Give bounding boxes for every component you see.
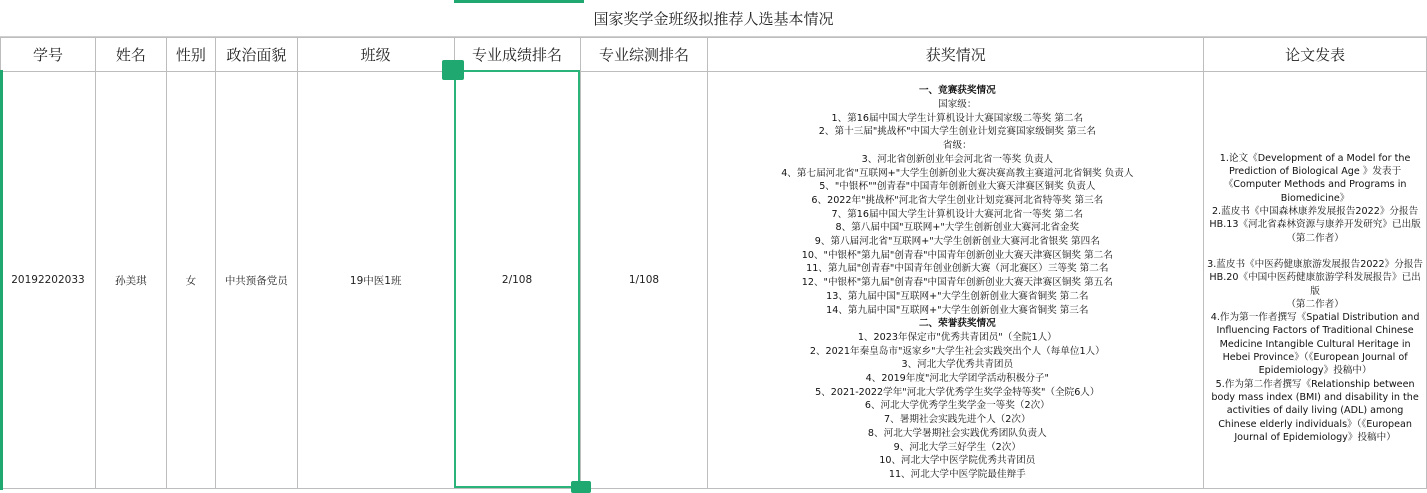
paper-item: 1.论文《Development of a Model for the Prediction of Biological Age 》发表于《Computer Methods and Programs in Biomedicine》	[1219, 152, 1411, 204]
award-item: 11、河北大学中医学院最佳辩手	[888, 468, 1026, 480]
award-item: 8、河北大学暑期社会实践优秀团队负责人	[867, 427, 1047, 439]
award-item: 2、第十三届"挑战杯"中国大学生创业计划竞赛国家级铜奖 第三名	[818, 126, 1096, 138]
awards-section-heading: 一、竞赛获奖情况	[918, 85, 996, 97]
award-item: 9、河北大学三好学生（2次）	[893, 441, 1021, 453]
award-item: 10、河北大学中医学院优秀共青团员	[879, 455, 1036, 467]
paper-item: 2.蓝皮书《中国森林康养发展报告2022》分报告HB.13《河北省森林资源与康养开发研究》已出版	[1209, 206, 1421, 231]
cell-student-id[interactable]: 20192202033	[1, 72, 96, 489]
award-item: 4、2019年度"河北大学团学活动积极分子"	[865, 373, 1049, 385]
header-gender[interactable]: 性别	[166, 38, 215, 72]
cell-comprehensive-rank[interactable]: 1/108	[580, 72, 708, 489]
award-item: 4、第七届河北省"互联网+"大学生创新创业大赛决赛高教主赛道河北省铜奖 负责人	[781, 167, 1134, 179]
paper-item: 5.作为第二作者撰写《Relationship between body mass index (BMI) and disability in the activities of daily living (ADL) among Chinese elderly individuals》（《European Journal of Epidemiology》投稿中）	[1211, 378, 1419, 443]
awards-section-heading: 二、荣誉获奖情况	[918, 318, 996, 330]
award-item: 1、2023年保定市"优秀共青团员"（全院1人）	[857, 331, 1057, 343]
award-item: 6、2022年"挑战杯"河北省大学生创业计划竞赛河北省特等奖 第三名	[811, 194, 1104, 206]
papers-list	[1204, 116, 1426, 444]
awards-list	[708, 78, 1203, 481]
award-item: 7、暑期社会实践先进个人（2次）	[884, 414, 1031, 426]
sheet-title[interactable]: 国家奖学金班级拟推荐人选基本情况	[593, 10, 834, 28]
table-row	[1, 72, 1427, 489]
award-item: 11、第九届"创青春"中国青年创业创新大赛（河北赛区）三等奖 第二名	[806, 263, 1109, 275]
award-item: 13、第九届中国"互联网+"大学生创新创业大赛省铜奖 第二名	[826, 290, 1089, 302]
header-political-status[interactable]: 政治面貌	[215, 38, 297, 72]
award-item: 2、2021年秦皇岛市"返家乡"大学生社会实践突出个人（每单位1人）	[809, 345, 1105, 357]
data-table	[0, 37, 1427, 489]
title-row[interactable]	[0, 0, 1427, 37]
award-item: 9、第八届河北省"互联网+"大学生创新创业大赛河北省银奖 第四名	[814, 236, 1100, 248]
cell-papers[interactable]	[1204, 72, 1427, 489]
header-name[interactable]: 姓名	[95, 38, 166, 72]
award-item: 3、河北省创新创业年会河北省一等奖 负责人	[861, 153, 1054, 165]
award-item: 10、"中银杯"第九届"创青春"中国青年创新创业大赛天津赛区铜奖 第二名	[801, 249, 1113, 261]
cell-awards[interactable]	[708, 72, 1204, 489]
award-item: 3、河北大学优秀共青团员	[901, 359, 1014, 371]
award-item: 5、"中银杯""创青春"中国青年创新创业大赛天津赛区铜奖 负责人	[819, 181, 1096, 193]
cell-name[interactable]: 孙美琪	[95, 72, 166, 489]
row-selection-marker	[0, 70, 3, 490]
selection-handle-top-left[interactable]	[442, 60, 464, 80]
header-class[interactable]: 班级	[297, 38, 454, 72]
award-item: 7、第16届中国大学生计算机设计大赛河北省一等奖 第二名	[831, 208, 1084, 220]
header-awards[interactable]: 获奖情况	[708, 38, 1204, 72]
cell-gender[interactable]: 女	[166, 72, 215, 489]
award-item: 国家级：	[938, 99, 977, 110]
award-item: 1、第16届中国大学生计算机设计大赛国家级二等奖 第二名	[831, 112, 1084, 124]
award-item: 12、"中银杯"第九届"创青春"中国青年创新创业大赛天津赛区铜奖 第五名	[801, 277, 1113, 289]
selection-handle-bottom-right[interactable]	[571, 481, 591, 493]
cell-political-status[interactable]: 中共预备党员	[215, 72, 297, 489]
cell-major-rank[interactable]: 2/108	[454, 72, 580, 489]
header-comprehensive-rank[interactable]: 专业综测排名	[580, 38, 708, 72]
header-papers[interactable]: 论文发表	[1204, 38, 1427, 72]
header-major-rank[interactable]: 专业成绩排名	[454, 38, 580, 72]
paper-item: 4.作为第一作者撰写《Spatial Distribution and Influencing Factors of Traditional Chinese Medicine Intangible Cultural Heritage in Hebei Province》（《European Journal of Epidemiology》投稿中）	[1210, 312, 1420, 377]
paper-item: 3.蓝皮书《中医药健康旅游发展报告2022》分报告HB.20《中国中医药健康旅游学科发展报告》已出版	[1207, 258, 1424, 297]
award-item: 省级：	[942, 140, 972, 152]
award-item: 8、第八届中国"互联网+"大学生创新创业大赛河北省金奖	[835, 222, 1080, 234]
award-item: 6、河北大学优秀学生奖学金一等奖（2次）	[864, 400, 1050, 412]
paper-item: （第二作者）	[1286, 298, 1344, 310]
award-item: 14、第九届中国"互联网+"大学生创新创业大赛省铜奖 第三名	[826, 304, 1089, 316]
paper-item	[1206, 245, 1424, 258]
header-row	[1, 38, 1427, 72]
header-student-id[interactable]: 学号	[1, 38, 96, 72]
paper-item: （第二作者）	[1286, 232, 1344, 244]
award-item: 5、2021-2022学年"河北大学优秀学生奖学金特等奖"（全院6人）	[815, 386, 1100, 398]
cell-class[interactable]: 19中医1班	[297, 72, 454, 489]
